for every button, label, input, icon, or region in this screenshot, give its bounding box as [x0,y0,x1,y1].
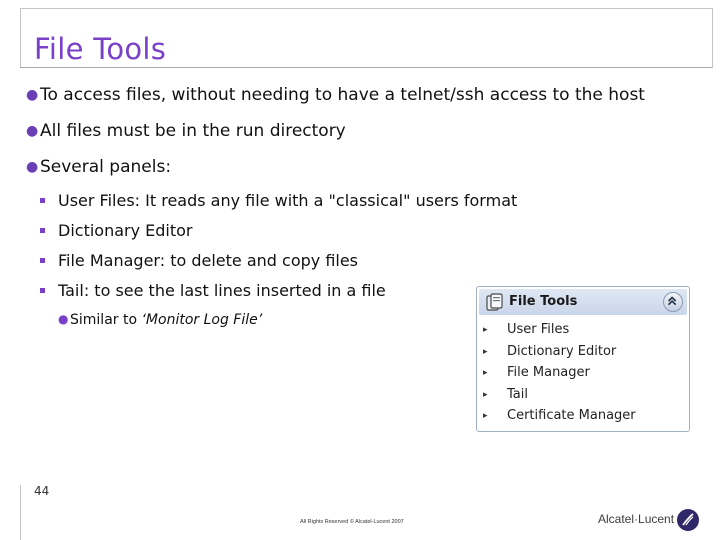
panel-item-label: File Manager [507,365,590,380]
sub-bullet-item [26,220,706,250]
bullet-text: All files must be in the run directory [40,121,346,141]
panel-item-label: Certificate Manager [507,408,636,423]
bullet-item [26,84,706,120]
panel-item-label: User Files [507,322,570,337]
files-icon [485,293,505,313]
panel-item-label: Tail [507,386,528,402]
sub-bullet-item [26,250,706,280]
sub-sub-bullet-emphasis: ‘Monitor Log File’ [141,312,263,328]
square-bullet-icon [40,198,45,203]
frame-line-top [20,8,712,9]
bullet-text: Several panels: [40,157,172,177]
sub-bullet-item [26,190,706,220]
panel-header[interactable] [479,289,687,315]
bullet-item [26,120,706,156]
round-bullet-icon: ● [58,312,69,326]
alcatel-lucent-logo [676,508,700,532]
page-title: File Tools [34,32,167,66]
square-bullet-icon [40,258,45,263]
sub-bullet-text: File Manager: to delete and copy files [58,251,359,270]
file-tools-panel [476,286,690,432]
arrow-icon: ▸ [483,346,488,357]
page-number: 44 [34,484,50,498]
footer-line [20,485,21,540]
round-bullet-icon: ● [26,159,39,175]
copyright-text: All Rights Reserved © Alcatel-Lucent 2007 [300,519,404,525]
bullet-text: To access files, without needing to have a telnet/ssh access to the host [40,85,645,105]
sub-bullet-text: Tail: to see the last lines inserted in a file [58,281,386,300]
arrow-icon: ▸ [483,411,488,421]
sub-sub-bullet-prefix: Similar to [70,312,142,328]
square-bullet-icon [40,288,45,293]
round-bullet-icon: ● [26,87,39,103]
arrow-icon: ▸ [483,389,488,400]
square-bullet-icon [40,228,45,233]
title-underline [20,67,712,68]
collapse-button[interactable] [663,292,683,312]
double-chevron-up-icon [664,293,682,311]
panel-item-label: Dictionary Editor [507,343,617,359]
round-bullet-icon: ● [26,123,39,139]
sub-sub-bullet-text [70,310,262,330]
arrow-icon: ▸ [483,325,488,335]
sub-bullet-text: User Files: It reads any file with a "classical" users format [58,191,518,210]
brand-name: Alcatel·Lucent [598,512,675,526]
frame-line-left [20,8,21,68]
panel-title: File Tools [509,294,578,309]
arrow-icon: ▸ [483,368,488,378]
bullet-item [26,156,706,192]
frame-line-right [712,8,713,68]
sub-bullet-text: Dictionary Editor [58,221,193,240]
